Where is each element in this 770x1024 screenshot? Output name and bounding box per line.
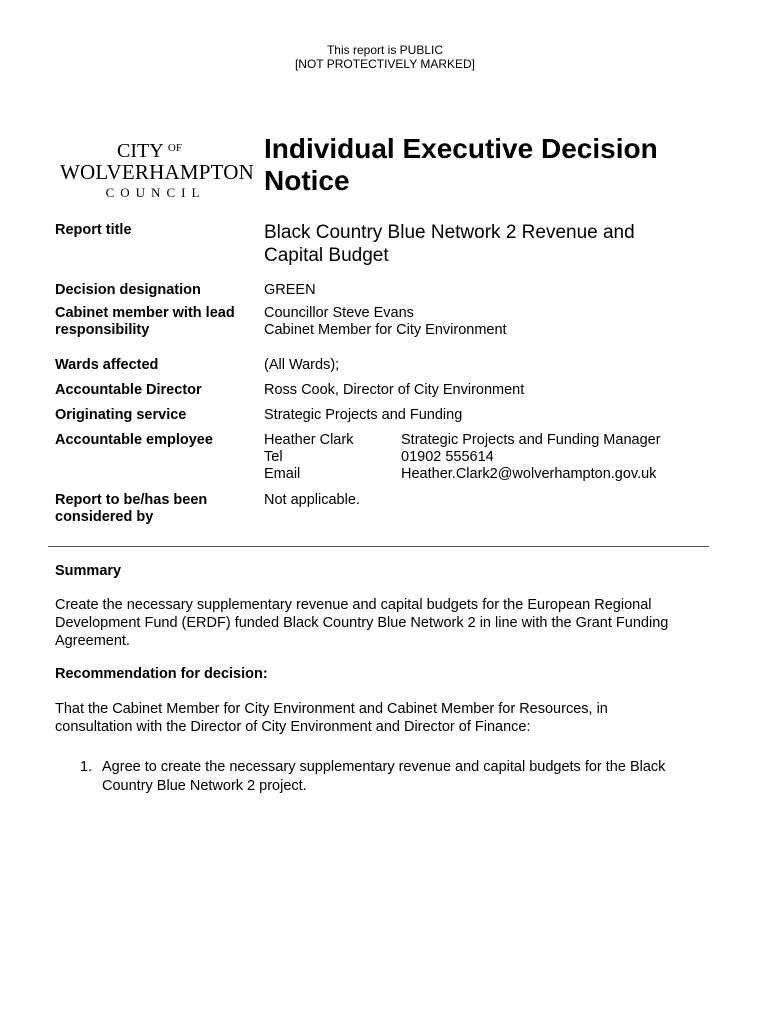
- title-line-2: Notice: [264, 165, 350, 196]
- report-title-value: [264, 221, 724, 267]
- report-title-line-2: Capital Budget: [264, 245, 389, 266]
- considered-label: [55, 492, 260, 526]
- summary-line-3: Agreement.: [55, 633, 130, 649]
- employee-email: Heather.Clark2@wolverhampton.gov.uk: [401, 466, 657, 482]
- cabinet-member-line-1: Councillor Steve Evans: [264, 305, 414, 321]
- logo-city-line: [54, 138, 245, 161]
- cabinet-member-label-line-1: Cabinet member with lead: [55, 305, 235, 321]
- director-label: Accountable Director: [55, 382, 202, 398]
- report-title-line-1: Black Country Blue Network 2 Revenue and: [264, 222, 635, 243]
- marking-line-2: [NOT PROTECTIVELY MARKED]: [294, 57, 476, 71]
- employee-details-labels: [264, 432, 399, 483]
- title-line-1: Individual Executive Decision: [264, 133, 658, 164]
- service-label: Originating service: [55, 407, 187, 423]
- director-value: Ross Cook, Director of City Environment: [264, 382, 525, 398]
- section-divider: [48, 546, 709, 547]
- considered-value: Not applicable.: [264, 492, 360, 508]
- considered-label-line-2: considered by: [55, 509, 154, 525]
- employee-email-label: Email: [264, 466, 301, 482]
- logo-of: OF: [167, 142, 182, 154]
- recommendation-item-line-1: Agree to create the necessary supplementary revenue and capital budgets for the Black: [102, 759, 666, 775]
- cabinet-member-label-line-2: responsibility: [55, 322, 150, 338]
- recommendation-item-number: 1.: [80, 759, 93, 775]
- logo-city: CITY: [117, 140, 163, 162]
- employee-name: Heather Clark: [264, 432, 354, 448]
- recommendation-intro-line-1: That the Cabinet Member for City Environment and Cabinet Member for Resources, in: [55, 701, 608, 717]
- summary-line-2: Development Fund (ERDF) funded Black Country Blue Network 2 in line with the Grant Funding: [55, 615, 669, 631]
- cabinet-member-line-2: Cabinet Member for City Environment: [264, 322, 507, 338]
- employee-details-values: [401, 432, 721, 483]
- logo-council: COUNCIL: [105, 185, 206, 200]
- recommendation-item-line-2: Country Blue Network 2 project.: [102, 778, 307, 794]
- wards-label: Wards affected: [55, 357, 159, 373]
- protective-marking: [0, 43, 770, 71]
- decision-designation-label: Decision designation: [55, 282, 201, 298]
- cabinet-member-value: [264, 305, 724, 339]
- considered-label-line-1: Report to be/has been: [55, 492, 208, 508]
- recommendation-intro: [55, 700, 720, 736]
- summary-text: [55, 596, 720, 650]
- recommendation-item-text: [102, 758, 722, 796]
- recommendation-heading: Recommendation for decision:: [55, 666, 268, 682]
- employee-tel-label: Tel: [264, 449, 283, 465]
- wards-value: (All Wards);: [264, 357, 340, 373]
- logo-name: WOLVERHAMPTON: [60, 160, 254, 184]
- recommendation-intro-line-2: consultation with the Director of City Environment and Director of Finance:: [55, 719, 531, 735]
- report-title-label: Report title: [55, 222, 132, 238]
- page-title: [264, 133, 734, 197]
- summary-line-1: Create the necessary supplementary revenue and capital budgets for the European Regional: [55, 597, 652, 613]
- marking-line-1: This report is PUBLIC: [326, 43, 444, 57]
- summary-heading: Summary: [55, 563, 122, 579]
- employee-role: Strategic Projects and Funding Manager: [401, 432, 661, 448]
- service-value: Strategic Projects and Funding: [264, 407, 463, 423]
- decision-designation-value: GREEN: [264, 282, 316, 298]
- council-logo: [60, 138, 254, 203]
- employee-label: Accountable employee: [55, 432, 213, 448]
- cabinet-member-label: [55, 305, 260, 339]
- employee-tel: 01902 555614: [401, 449, 494, 465]
